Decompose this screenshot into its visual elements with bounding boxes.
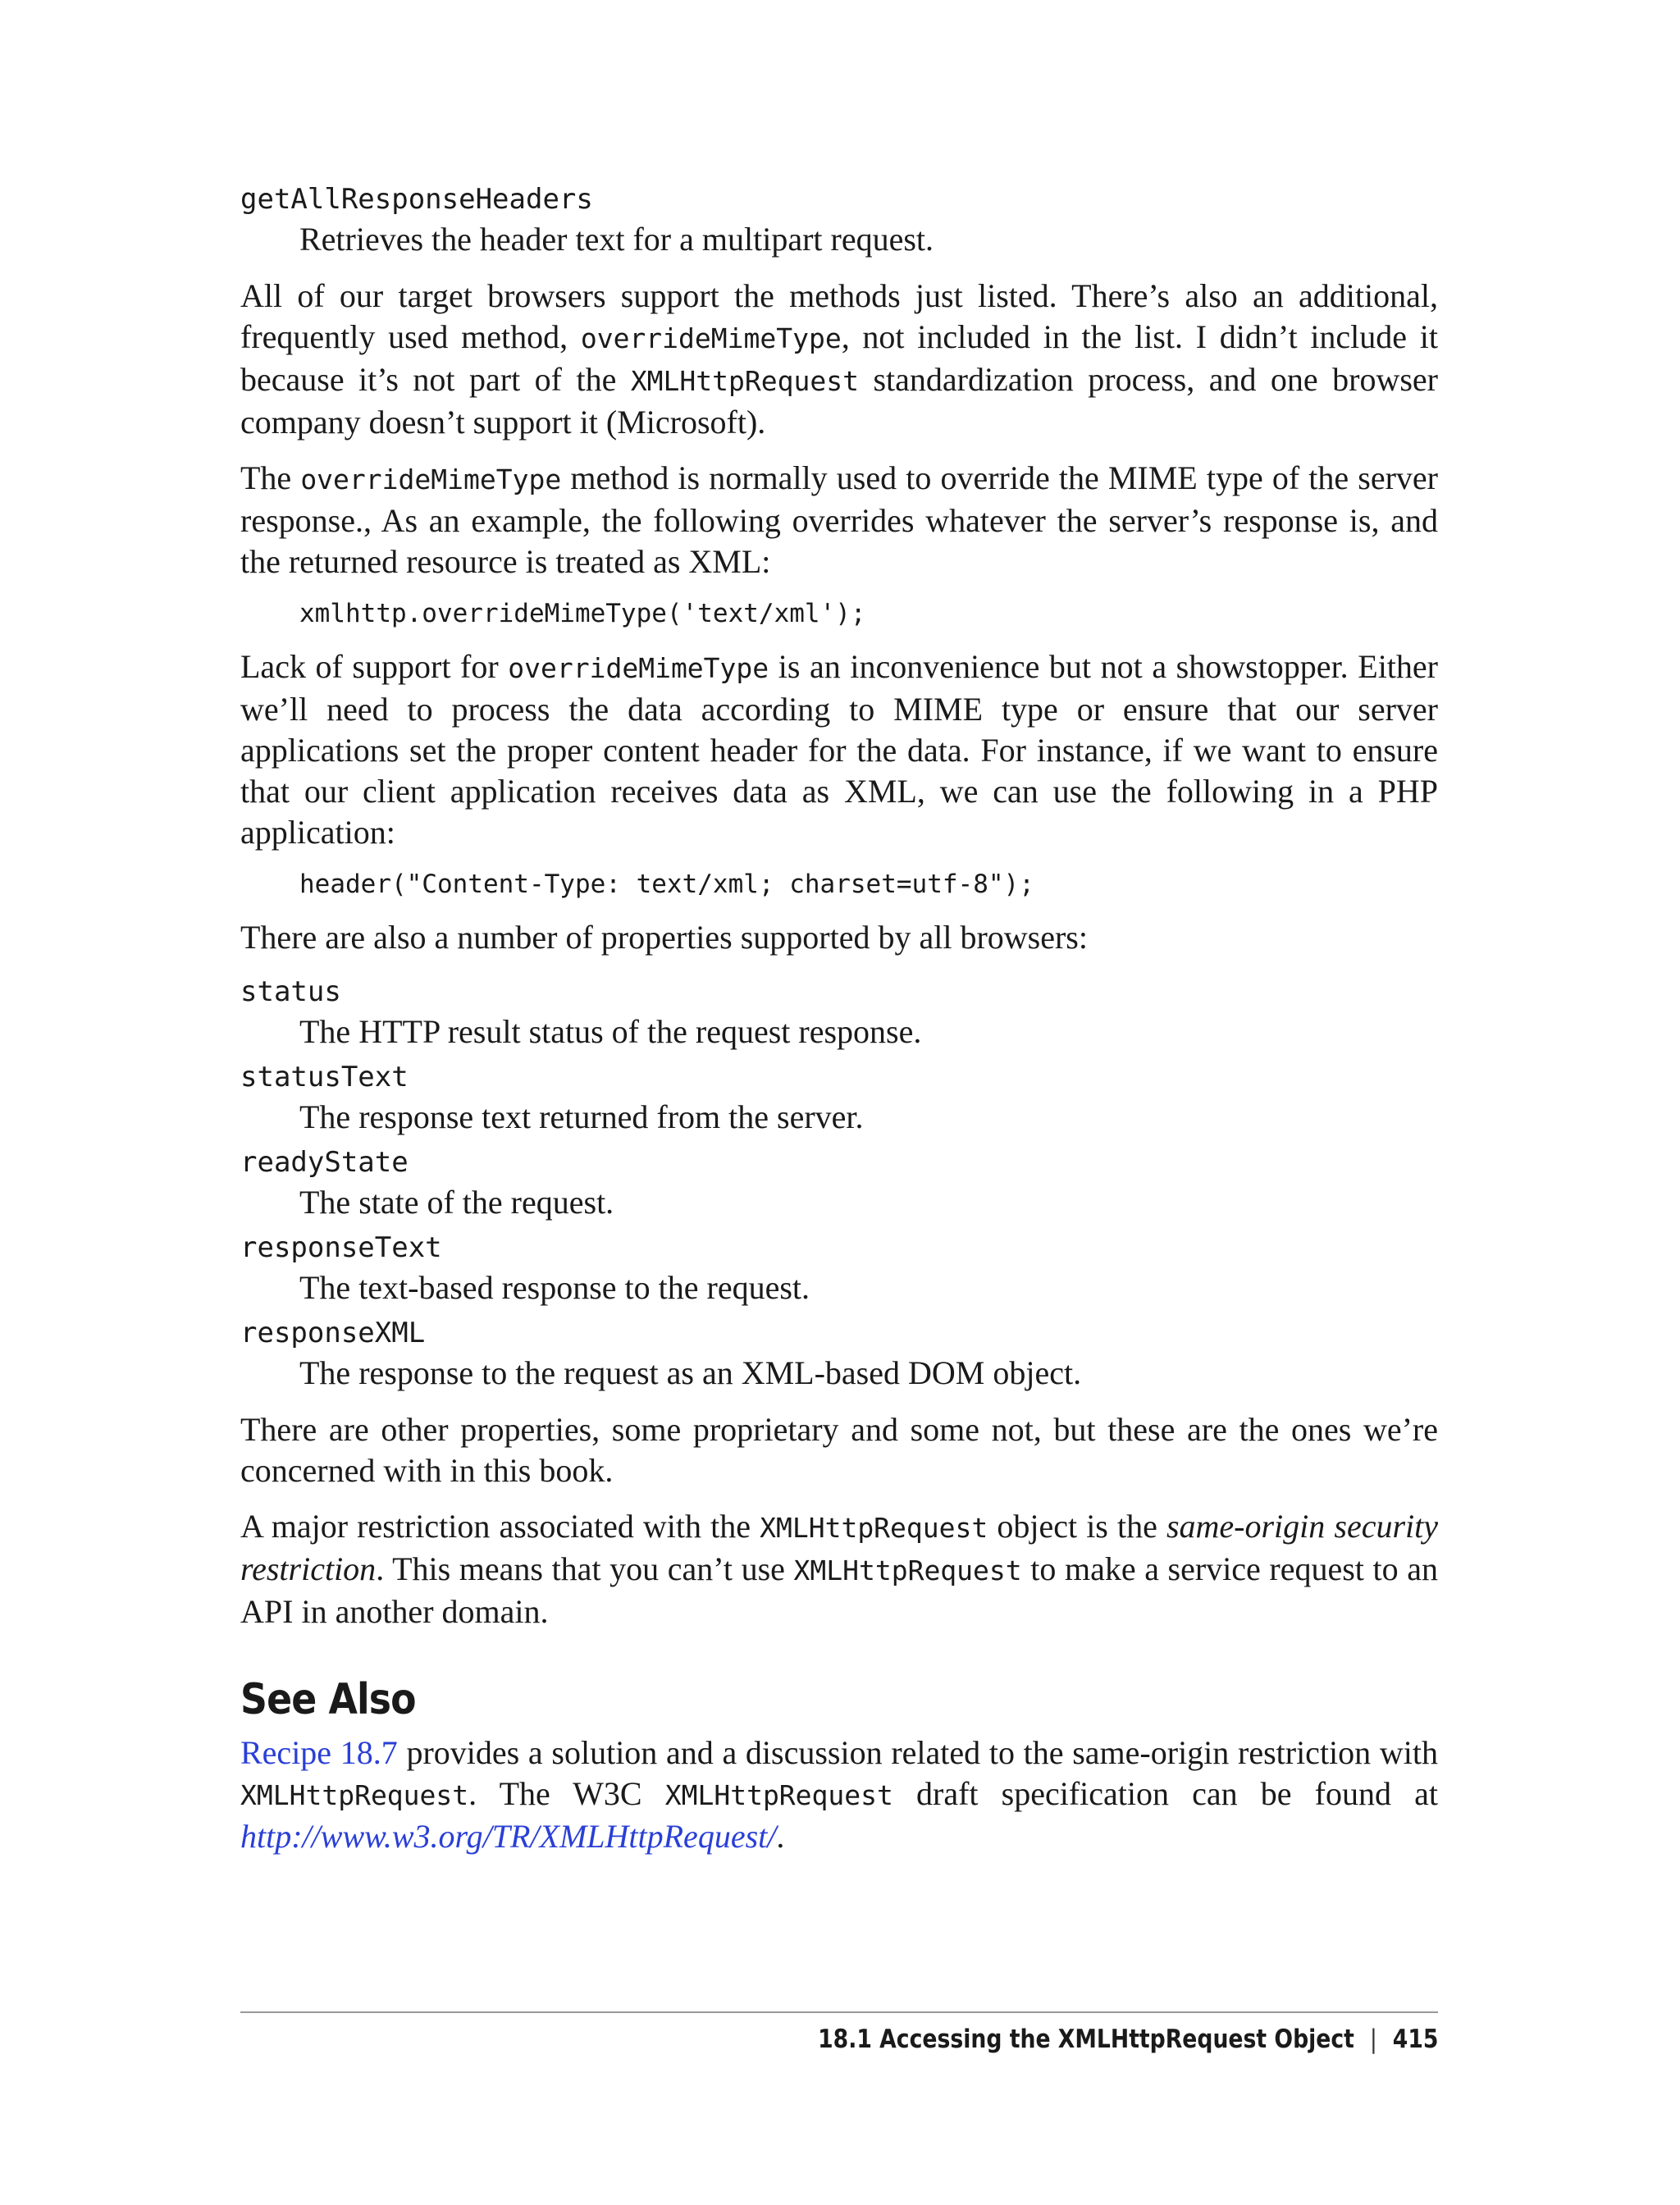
text-run: object is the — [988, 1508, 1166, 1545]
inline-code: XMLHttpRequest — [760, 1512, 988, 1544]
properties-list — [240, 973, 1438, 1395]
paragraph-methods-note — [240, 276, 1438, 443]
paragraph-lack-of-support — [240, 646, 1438, 853]
spec-url-link[interactable]: http://www.w3.org/TR/XMLHttpRequest/ — [240, 1818, 777, 1855]
property-description: The text-based response to the request. — [299, 1269, 810, 1306]
text-run: , not included in the list. I didn’t include it because it’s not part of the — [240, 318, 1438, 398]
property-description: The HTTP result status of the request response. — [299, 1013, 922, 1050]
code-block-header: header("Content-Type: text/xml; charset=utf-8"); — [299, 870, 1034, 899]
text-run: . — [776, 1818, 785, 1855]
property-term: status — [240, 975, 341, 1008]
text-run: . This means that you can’t use — [376, 1550, 794, 1587]
emphasis: same-origin security restriction — [240, 1508, 1438, 1587]
inline-code: XMLHttpRequest — [664, 1779, 893, 1811]
method-description: Retrieves the header text for a multipart request. — [299, 221, 934, 258]
paragraph-same-origin — [240, 1506, 1438, 1632]
text-run: standardization process, and one browser company doesn’t support it (Microsoft). — [240, 361, 1438, 441]
paragraph-override-mime — [240, 458, 1438, 582]
property-term: statusText — [240, 1061, 409, 1093]
text-run: . The W3C — [468, 1775, 665, 1812]
paragraph-properties-intro: There are also a number of properties supported by all browsers: — [240, 919, 1088, 956]
definition-item — [240, 1058, 1438, 1139]
definition-item — [240, 1229, 1438, 1309]
page-number: 415 — [1392, 2025, 1438, 2054]
page-content — [240, 180, 1438, 1857]
page-footer — [818, 2025, 1438, 2054]
footer-section-title: 18.1 Accessing the XMLHttpRequest Object — [817, 2025, 1354, 2054]
text-run: All of our target browsers support the methods just listed. There’s also an additional, frequently used method, — [240, 277, 1438, 355]
paragraph-other-properties: There are other properties, some proprietary and some not, but these are the ones we’re concerned with in this book. — [240, 1411, 1438, 1489]
property-term: responseText — [240, 1231, 442, 1264]
property-description: The response text returned from the server. — [299, 1098, 864, 1135]
code-block-override: xmlhttp.overrideMimeType('text/xml'); — [299, 599, 866, 628]
text-run: A major restriction associated with the — [240, 1508, 760, 1545]
text-run: method is normally used to override the MIME type of the server response., As an example, the following overrides whatever the server’s response is, and the returned resource is treated as XML: — [240, 459, 1438, 580]
footer-divider — [240, 2011, 1438, 2013]
definition-item — [240, 1314, 1438, 1395]
inline-code: overrideMimeType — [580, 322, 842, 354]
text-run: is an inconvenience but not a showstopper. Either we’ll need to process the data according to MIME type or ensure that our server applications set the proper content header for the data. For instance, if we want to ensure that our client application receives data as XML, we can use the following in a PHP application: — [240, 648, 1438, 851]
definition-item — [240, 180, 1438, 261]
property-term: readyState — [240, 1146, 409, 1179]
property-description: The response to the request as an XML-based DOM object. — [299, 1354, 1082, 1391]
definition-item — [240, 973, 1438, 1053]
text-run: draft specification can be found at — [892, 1775, 1438, 1812]
inline-code: overrideMimeType — [508, 652, 769, 684]
inline-code: XMLHttpRequest — [793, 1554, 1022, 1586]
section-heading-see-also: See Also — [240, 1675, 416, 1724]
text-run: The — [240, 459, 301, 496]
definition-item — [240, 1144, 1438, 1224]
text-run: provides a solution and a discussion related to the same-origin restriction with — [397, 1734, 1438, 1771]
text-run: to make a service request to an API in another domain. — [240, 1550, 1438, 1630]
paragraph-see-also — [240, 1732, 1438, 1857]
inline-code: overrideMimeType — [300, 463, 562, 495]
property-term: responseXML — [240, 1317, 426, 1349]
footer-separator: | — [1369, 2025, 1377, 2054]
property-description: The state of the request. — [299, 1184, 614, 1221]
inline-code: XMLHttpRequest — [630, 365, 859, 397]
text-run: Lack of support for — [240, 648, 509, 685]
method-term: getAllResponseHeaders — [240, 183, 593, 216]
inline-code: XMLHttpRequest — [240, 1779, 469, 1811]
recipe-link[interactable]: Recipe 18.7 — [240, 1734, 398, 1771]
